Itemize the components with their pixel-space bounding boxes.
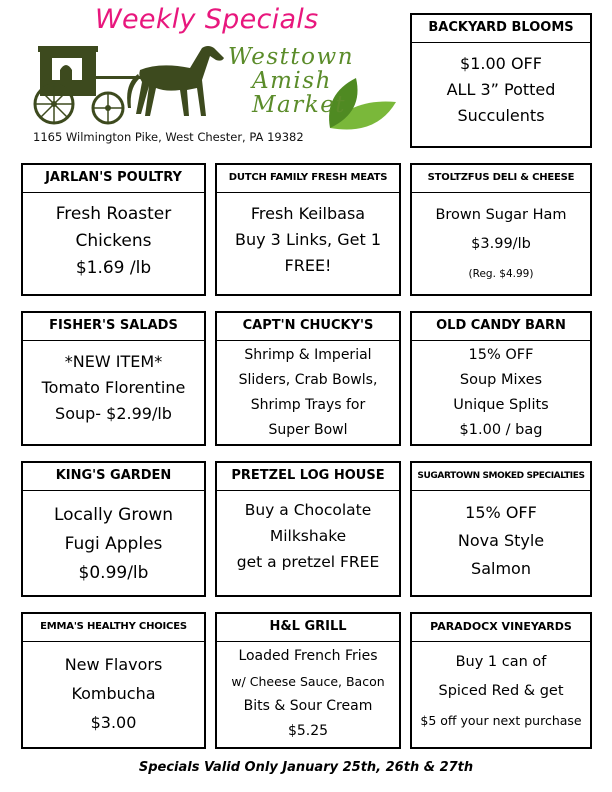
vendor-box bbox=[215, 612, 401, 749]
featured-vendor-box bbox=[410, 13, 592, 148]
special-line: Chickens bbox=[75, 231, 152, 251]
special-line: $0.99/lb bbox=[78, 563, 149, 583]
validity-footer: Specials Valid Only January 25th, 26th & 27th bbox=[138, 760, 474, 775]
special-line: $1.00 / bag bbox=[459, 422, 543, 438]
special-line: Succulents bbox=[457, 106, 545, 125]
special-line: Soup Mixes bbox=[459, 372, 543, 388]
special-line: Sliders, Crab Bowls, bbox=[238, 372, 378, 388]
vendor-name: JARLAN'S POULTRY bbox=[23, 165, 204, 193]
vendor-box bbox=[410, 163, 592, 296]
special-line: Brown Sugar Ham bbox=[435, 207, 567, 223]
special-line: Unique Splits bbox=[453, 397, 549, 413]
special-line: w/ Cheese Sauce, Bacon bbox=[231, 674, 385, 689]
special-line: Buy a Chocolate bbox=[244, 501, 372, 519]
special-line: $5.25 bbox=[287, 723, 329, 739]
special-line: Bits & Sour Cream bbox=[243, 698, 373, 714]
vendor-box bbox=[410, 612, 592, 749]
vendor-box bbox=[215, 311, 401, 446]
special-line: 15% OFF bbox=[468, 347, 534, 363]
special-line: FREE! bbox=[284, 256, 332, 275]
special-line: Milkshake bbox=[269, 527, 347, 545]
special-line: Salmon bbox=[471, 559, 531, 578]
vendor-box bbox=[410, 311, 592, 446]
special-line: Soup- $2.99/lb bbox=[55, 404, 172, 423]
special-line: $3.99/lb bbox=[471, 236, 531, 252]
special-line: ALL 3” Potted bbox=[446, 80, 556, 99]
regular-price-note: (Reg. $4.99) bbox=[468, 268, 534, 280]
vendor-name: STOLTZFUS DELI & CHEESE bbox=[412, 165, 590, 193]
vendor-name: BACKYARD BLOOMS bbox=[412, 15, 590, 43]
special-line: Loaded French Fries bbox=[238, 648, 378, 664]
special-line: Nova Style bbox=[457, 531, 545, 550]
vendor-name: H&L GRILL bbox=[217, 614, 399, 642]
vendor-name: KING'S GARDEN bbox=[23, 463, 204, 491]
vendor-name: EMMA'S HEALTHY CHOICES bbox=[23, 614, 204, 642]
special-line: Shrimp Trays for bbox=[250, 397, 366, 413]
special-line: Fresh Keilbasa bbox=[250, 204, 366, 223]
logo-text-line3: Market bbox=[252, 92, 347, 118]
special-line: Buy 3 Links, Get 1 bbox=[235, 230, 381, 249]
special-line: New Flavors bbox=[64, 655, 163, 674]
special-line: Kombucha bbox=[71, 684, 156, 703]
vendor-box bbox=[21, 461, 206, 597]
market-address: 1165 Wilmington Pike, West Chester, PA 19382 bbox=[33, 130, 304, 144]
vendor-name: OLD CANDY BARN bbox=[412, 313, 590, 341]
vendor-name: FISHER'S SALADS bbox=[23, 313, 204, 341]
special-line: get a pretzel FREE bbox=[236, 553, 380, 571]
special-line: $3.00 bbox=[90, 713, 137, 732]
special-line: $1.00 OFF bbox=[460, 54, 542, 73]
special-line: Buy 1 can of bbox=[455, 654, 547, 670]
logo-text-line2: Amish bbox=[252, 68, 332, 94]
vendor-name: SUGARTOWN SMOKED SPECIALTIES bbox=[412, 463, 590, 491]
page-title: Weekly Specials bbox=[95, 4, 319, 35]
vendor-name: PRETZEL LOG HOUSE bbox=[217, 463, 399, 491]
special-line: Spiced Red & get bbox=[438, 683, 564, 699]
special-line: $1.69 /lb bbox=[75, 258, 152, 278]
special-line: *NEW ITEM* bbox=[64, 352, 163, 371]
special-line: Fresh Roaster bbox=[55, 204, 172, 224]
special-line: Tomato Florentine bbox=[41, 378, 186, 397]
special-line: Fugi Apples bbox=[64, 534, 163, 554]
vendor-box bbox=[215, 461, 401, 597]
special-line: Locally Grown bbox=[53, 505, 174, 525]
vendor-box bbox=[21, 163, 206, 296]
vendor-box bbox=[215, 163, 401, 296]
vendor-box bbox=[21, 311, 206, 446]
special-line: Shrimp & Imperial bbox=[244, 347, 372, 363]
vendor-box bbox=[21, 612, 206, 749]
vendor-name: PARADOCX VINEYARDS bbox=[412, 614, 590, 642]
vendor-box bbox=[410, 461, 592, 597]
vendor-name: CAPT'N CHUCKY'S bbox=[217, 313, 399, 341]
logo-text-line1: Westtown bbox=[228, 44, 355, 70]
special-line: 15% OFF bbox=[465, 503, 537, 522]
vendor-name: DUTCH FAMILY FRESH MEATS bbox=[217, 165, 399, 193]
special-line: $5 off your next purchase bbox=[420, 713, 582, 728]
special-line: Super Bowl bbox=[268, 422, 348, 438]
